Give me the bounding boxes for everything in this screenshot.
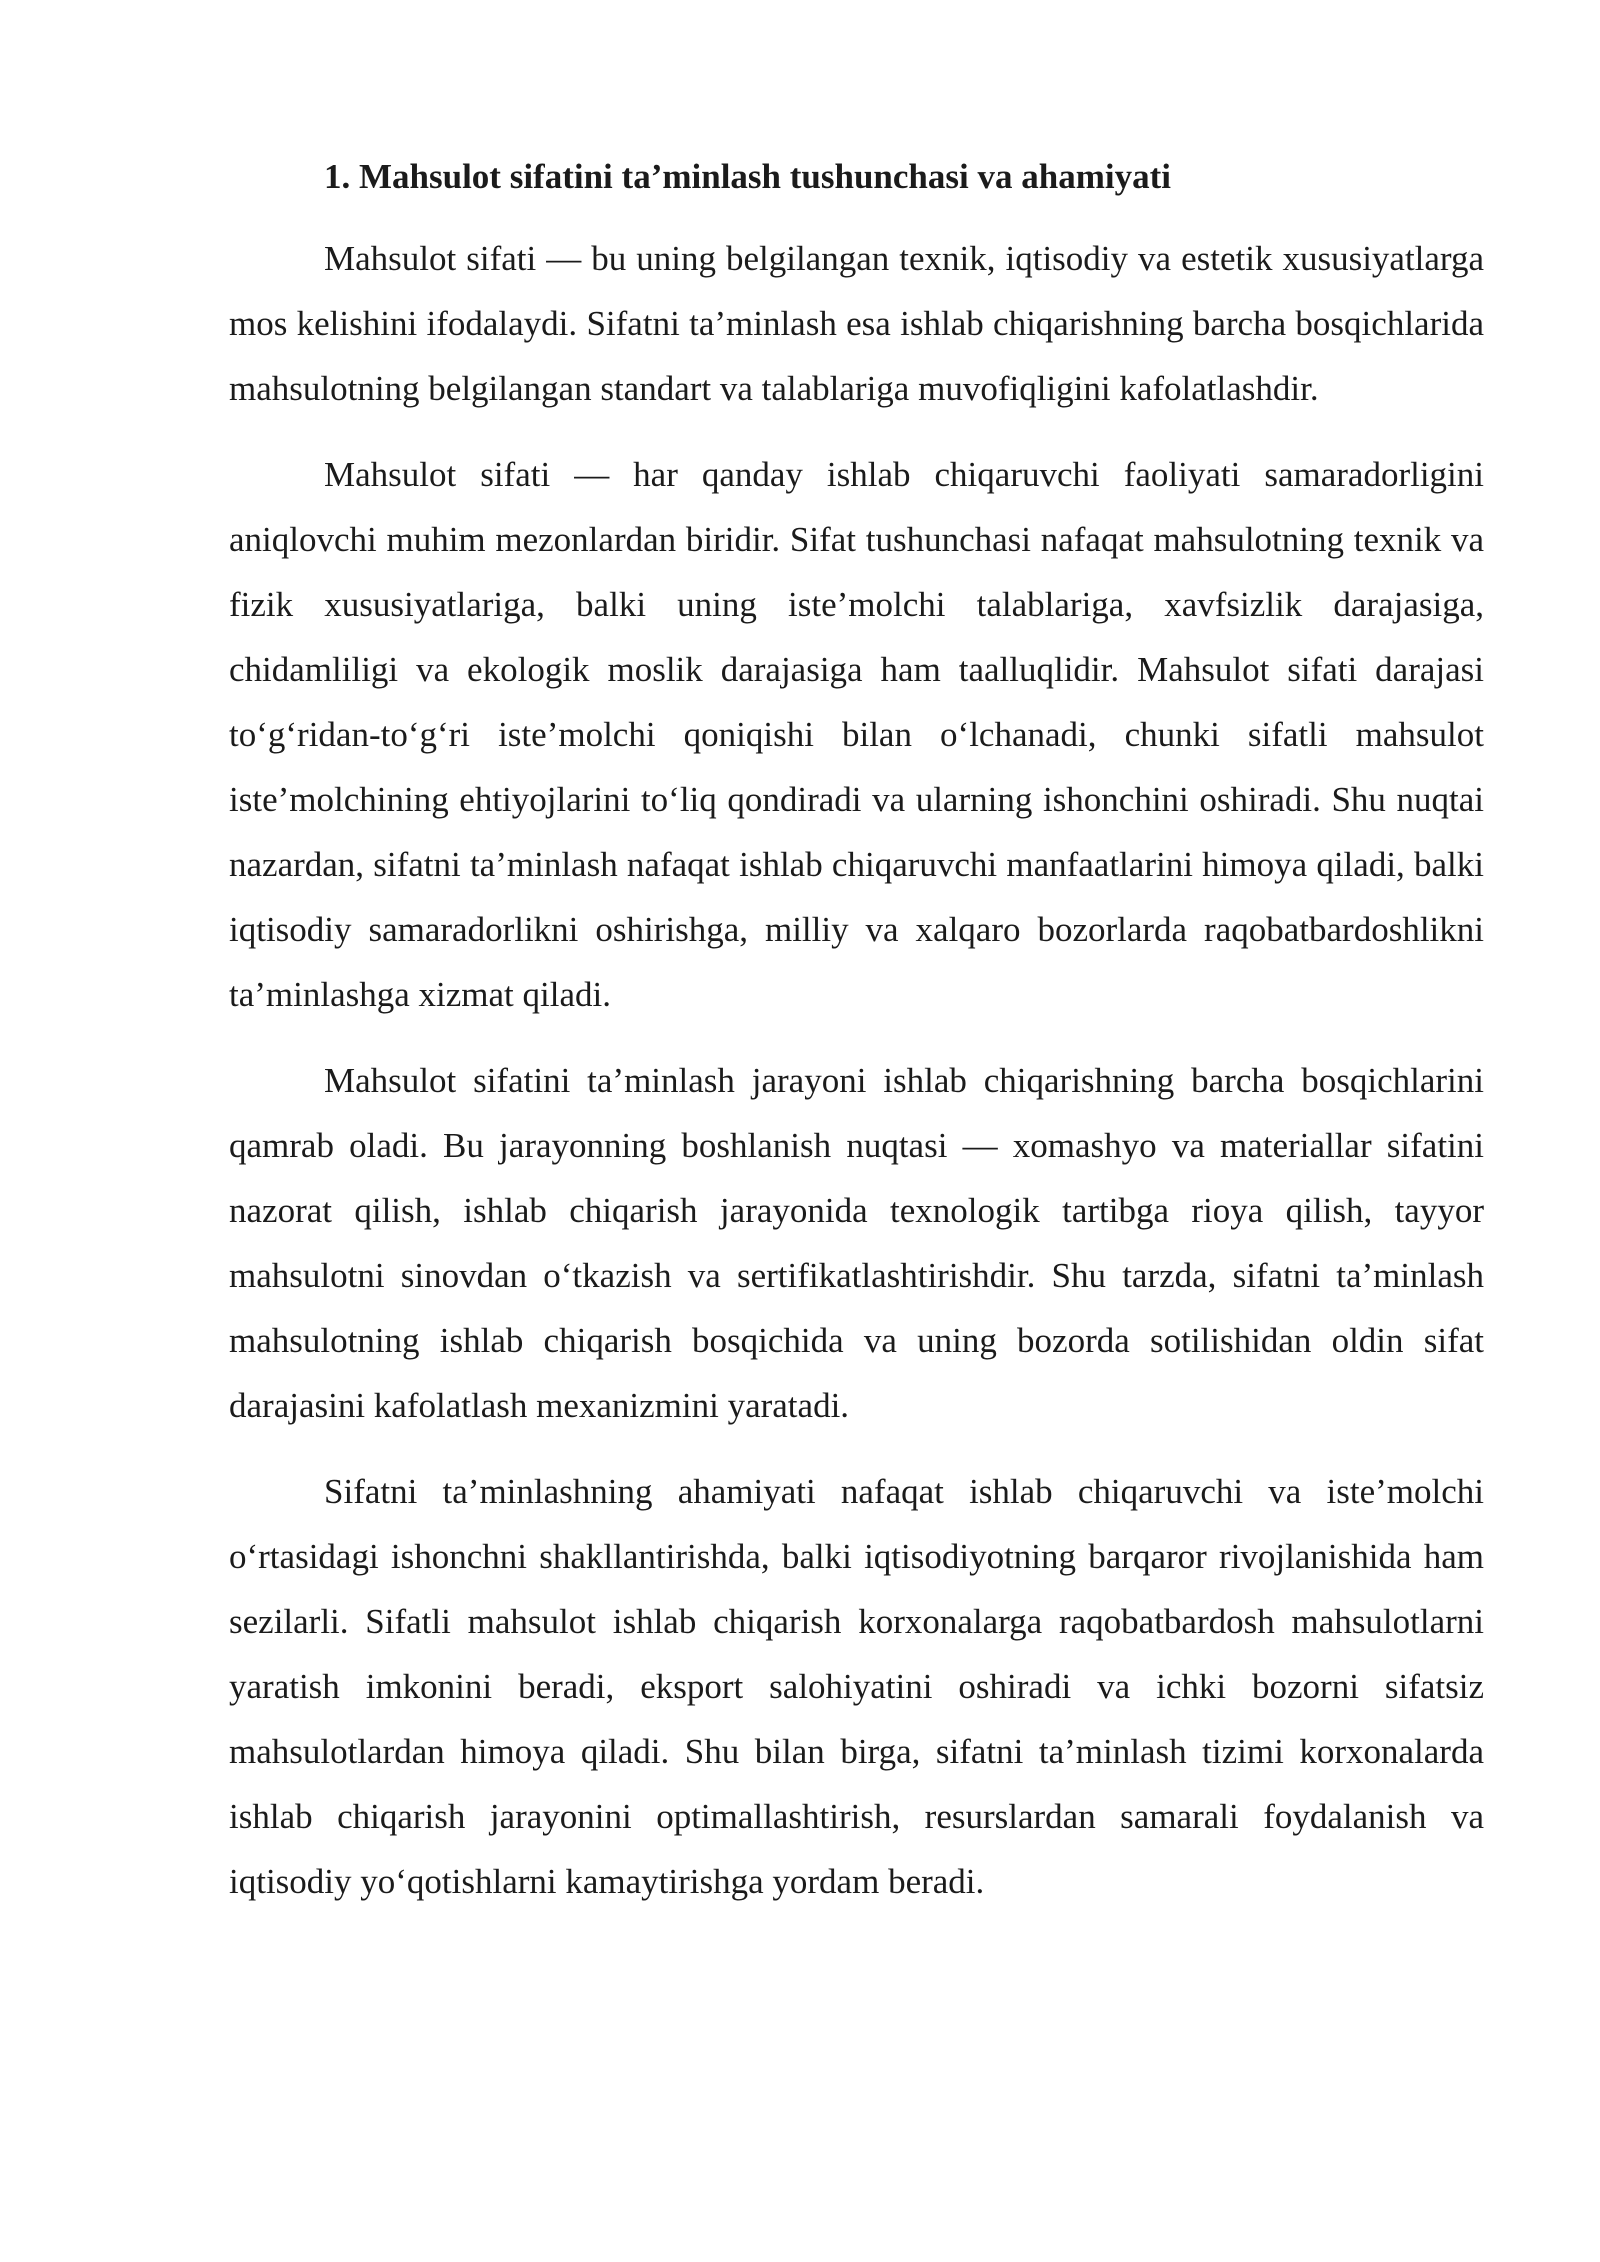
paragraph-definition: Mahsulot sifati — bu uning belgilangan texnik, iqtisodiy va estetik xususiyatlarga mos kelishini ifodalaydi. Sifatni ta’minlash esa ishlab chiqarishning barcha bosqichlarida mahsulotning belgilangan standart va talablariga muvofiqligini kafolatlashdir. [229,239,1484,408]
paragraph-importance: Sifatni ta’minlashning ahamiyati nafaqat ishlab chiqaruvchi va iste’molchi o‘rtasidagi ishonchni shakllantirishda, balki iqtisodiyotning barqaror rivojlanishida ham sezilarli. Sifatli mahsulot ishlab chiqarish korxonalarga raqobatbardosh mahsulotlarni yaratish imkonini beradi, eksport salohiyatini oshiradi va ichki bozorni sifatsiz mahsulotlardan himoya qiladi. Shu bilan birga, sifatni ta’minlash tizimi korxonalarda ishlab chiqarish jarayonini optimallashtirish, resurslardan samarali foydalanish va iqtisodiy yo‘qotishlarni kamaytirishga yordam beradi. [229,1472,1484,1901]
paragraph-assurance-process: Mahsulot sifatini ta’minlash jarayoni ishlab chiqarishning barcha bosqichlarini qamrab oladi. Bu jarayonning boshlanish nuqtasi — xomashyo va materiallar sifatini nazorat qilish, ishlab chiqarish jarayonida texnologik tartibga rioya qilish, tayyor mahsulotni sinovdan o‘tkazish va sertifikatlashtirishdir. Shu tarzda, sifatni ta’minlash mahsulotning ishlab chiqarish bosqichida va uning bozorda sotilishidan oldin sifat darajasini kafolatlash mexanizmini yaratadi. [229,1061,1484,1425]
paragraph-quality-criteria: Mahsulot sifati — har qanday ishlab chiqaruvchi faoliyati samaradorligini aniqlovchi muhim mezonlardan biridir. Sifat tushunchasi nafaqat mahsulotning texnik va fizik xususiyatlariga, balki uning iste’molchi talablariga, xavfsizlik darajasiga, chidamliligi va ekologik moslik darajasiga ham taalluqlidir. Mahsulot sifati darajasi to‘g‘ridan-to‘g‘ri iste’molchi qoniqishi bilan o‘lchanadi, chunki sifatli mahsulot iste’molchining ehtiyojlarini to‘liq qondiradi va ularning ishonchini oshiradi. Shu nuqtai nazardan, sifatni ta’minlash nafaqat ishlab chiqaruvchi manfaatlarini himoya qiladi, balki iqtisodiy samaradorlikni oshirishga, milliy va xalqaro bozorlarda raqobatbardoshlikni ta’minlashga xizmat qiladi. [229,455,1484,1014]
section-heading: 1. Mahsulot sifatini ta’minlash tushunchasi va ahamiyati [324,157,1171,196]
document-body [229,148,1484,1914]
